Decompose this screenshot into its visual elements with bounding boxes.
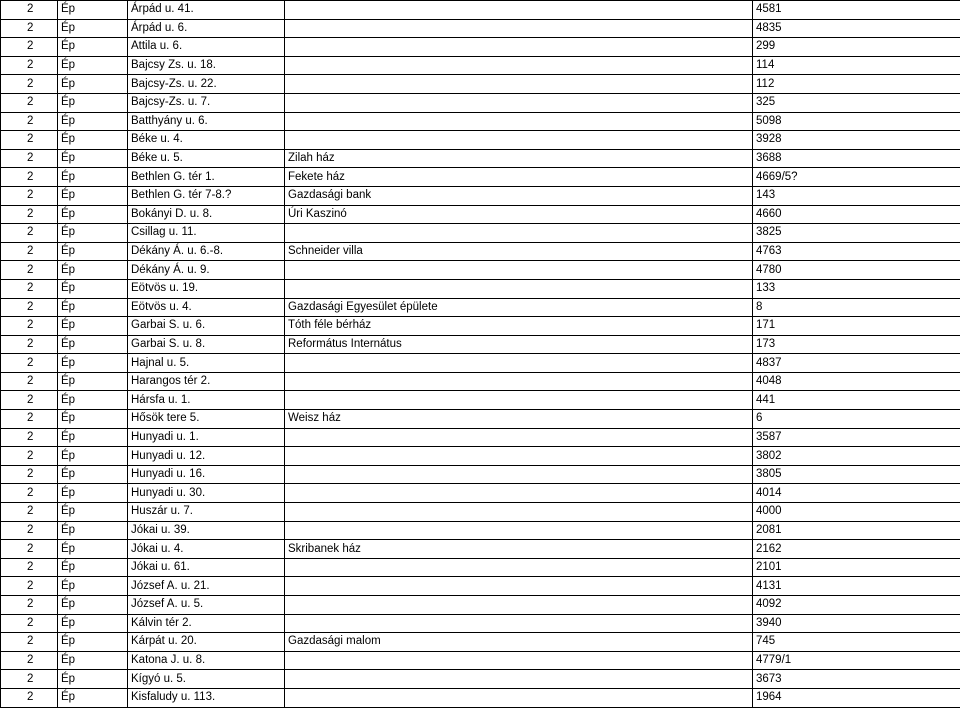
type-cell: Ép [58, 651, 128, 670]
name-cell [285, 131, 753, 150]
number-cell: 3825 [753, 224, 960, 243]
name-cell [285, 688, 753, 707]
name-cell [285, 224, 753, 243]
name-cell [285, 521, 753, 540]
type-cell: Ép [58, 558, 128, 577]
type-cell: Ép [58, 168, 128, 187]
name-cell: Weisz ház [285, 410, 753, 429]
name-cell [285, 484, 753, 503]
type-cell: Ép [58, 56, 128, 75]
name-cell [285, 596, 753, 615]
category-cell: 2 [1, 596, 58, 615]
name-cell [285, 372, 753, 391]
name-cell [285, 447, 753, 466]
table-row [1, 19, 960, 38]
category-cell: 2 [1, 372, 58, 391]
address-cell: Kálvin tér 2. [128, 614, 285, 633]
address-cell: Dékány Á. u. 6.-8. [128, 242, 285, 261]
name-cell [285, 75, 753, 94]
name-cell [285, 391, 753, 410]
address-cell: Hősök tere 5. [128, 410, 285, 429]
category-cell: 2 [1, 261, 58, 280]
category-cell: 2 [1, 186, 58, 205]
name-cell [285, 19, 753, 38]
type-cell: Ép [58, 93, 128, 112]
name-cell [285, 112, 753, 131]
number-cell: 4763 [753, 242, 960, 261]
address-cell: Bajcsy Zs. u. 18. [128, 56, 285, 75]
category-cell: 2 [1, 465, 58, 484]
address-cell: Bethlen G. tér 7-8.? [128, 186, 285, 205]
type-cell: Ép [58, 465, 128, 484]
name-cell: Úri Kaszinó [285, 205, 753, 224]
number-cell: 2081 [753, 521, 960, 540]
name-cell: Schneider villa [285, 242, 753, 261]
category-cell: 2 [1, 484, 58, 503]
address-cell: Bajcsy-Zs. u. 22. [128, 75, 285, 94]
category-cell: 2 [1, 168, 58, 187]
address-cell: Harangos tér 2. [128, 372, 285, 391]
table-row [1, 242, 960, 261]
table-row [1, 670, 960, 689]
category-cell: 2 [1, 242, 58, 261]
name-cell [285, 614, 753, 633]
table-row [1, 56, 960, 75]
category-cell: 2 [1, 335, 58, 354]
name-cell [285, 1, 753, 20]
type-cell: Ép [58, 261, 128, 280]
category-cell: 2 [1, 19, 58, 38]
type-cell: Ép [58, 688, 128, 707]
name-cell [285, 428, 753, 447]
address-cell: Kisfaludy u. 113. [128, 688, 285, 707]
type-cell: Ép [58, 205, 128, 224]
address-cell: Garbai S. u. 6. [128, 317, 285, 336]
category-cell: 2 [1, 131, 58, 150]
table-row [1, 633, 960, 652]
category-cell: 2 [1, 56, 58, 75]
number-cell: 173 [753, 335, 960, 354]
name-cell: Skribanek ház [285, 540, 753, 559]
table-row [1, 131, 960, 150]
number-cell: 171 [753, 317, 960, 336]
type-cell: Ép [58, 38, 128, 57]
address-cell: Dékány Á. u. 9. [128, 261, 285, 280]
table-row [1, 391, 960, 410]
table-row [1, 335, 960, 354]
number-cell: 143 [753, 186, 960, 205]
table-row [1, 372, 960, 391]
name-cell [285, 465, 753, 484]
number-cell: 4660 [753, 205, 960, 224]
number-cell: 3587 [753, 428, 960, 447]
type-cell: Ép [58, 298, 128, 317]
name-cell: Református Internátus [285, 335, 753, 354]
type-cell: Ép [58, 521, 128, 540]
number-cell: 4837 [753, 354, 960, 373]
type-cell: Ép [58, 279, 128, 298]
category-cell: 2 [1, 75, 58, 94]
address-cell: Árpád u. 41. [128, 1, 285, 20]
table-row [1, 521, 960, 540]
address-cell: Árpád u. 6. [128, 19, 285, 38]
number-cell: 114 [753, 56, 960, 75]
address-cell: Huszár u. 7. [128, 503, 285, 522]
table-row [1, 112, 960, 131]
type-cell: Ép [58, 354, 128, 373]
address-cell: Hajnal u. 5. [128, 354, 285, 373]
type-cell: Ép [58, 540, 128, 559]
category-cell: 2 [1, 1, 58, 20]
address-cell: Bokányi D. u. 8. [128, 205, 285, 224]
type-cell: Ép [58, 317, 128, 336]
number-cell: 4835 [753, 19, 960, 38]
name-cell: Gazdasági bank [285, 186, 753, 205]
category-cell: 2 [1, 688, 58, 707]
type-cell: Ép [58, 670, 128, 689]
category-cell: 2 [1, 633, 58, 652]
category-cell: 2 [1, 447, 58, 466]
table-row [1, 279, 960, 298]
table-row [1, 1, 960, 20]
number-cell: 3688 [753, 149, 960, 168]
type-cell: Ép [58, 1, 128, 20]
category-cell: 2 [1, 38, 58, 57]
number-cell: 3805 [753, 465, 960, 484]
address-cell: Hunyadi u. 1. [128, 428, 285, 447]
table-row [1, 596, 960, 615]
name-cell [285, 38, 753, 57]
number-cell: 1964 [753, 688, 960, 707]
table-row [1, 354, 960, 373]
number-cell: 745 [753, 633, 960, 652]
table-row [1, 149, 960, 168]
address-cell: Béke u. 4. [128, 131, 285, 150]
table-row [1, 317, 960, 336]
name-cell: Tóth féle bérház [285, 317, 753, 336]
number-cell: 2101 [753, 558, 960, 577]
type-cell: Ép [58, 149, 128, 168]
type-cell: Ép [58, 19, 128, 38]
type-cell: Ép [58, 372, 128, 391]
address-cell: Garbai S. u. 8. [128, 335, 285, 354]
name-cell [285, 558, 753, 577]
address-cell: Batthyány u. 6. [128, 112, 285, 131]
address-cell: Eötvös u. 19. [128, 279, 285, 298]
number-cell: 2162 [753, 540, 960, 559]
category-cell: 2 [1, 112, 58, 131]
type-cell: Ép [58, 614, 128, 633]
name-cell [285, 261, 753, 280]
type-cell: Ép [58, 242, 128, 261]
address-cell: József A. u. 21. [128, 577, 285, 596]
category-cell: 2 [1, 540, 58, 559]
name-cell [285, 670, 753, 689]
address-cell: Eötvös u. 4. [128, 298, 285, 317]
table-row [1, 93, 960, 112]
name-cell [285, 577, 753, 596]
type-cell: Ép [58, 428, 128, 447]
address-cell: Hársfa u. 1. [128, 391, 285, 410]
table-row [1, 428, 960, 447]
category-cell: 2 [1, 391, 58, 410]
number-cell: 3802 [753, 447, 960, 466]
table-row [1, 205, 960, 224]
number-cell: 3673 [753, 670, 960, 689]
number-cell: 3928 [753, 131, 960, 150]
name-cell: Zilah ház [285, 149, 753, 168]
category-cell: 2 [1, 224, 58, 243]
name-cell [285, 503, 753, 522]
address-cell: Kárpát u. 20. [128, 633, 285, 652]
category-cell: 2 [1, 558, 58, 577]
number-cell: 4048 [753, 372, 960, 391]
address-cell: Jókai u. 39. [128, 521, 285, 540]
number-cell: 4092 [753, 596, 960, 615]
number-cell: 4779/1 [753, 651, 960, 670]
table-row [1, 577, 960, 596]
category-cell: 2 [1, 354, 58, 373]
number-cell: 4000 [753, 503, 960, 522]
address-cell: József A. u. 5. [128, 596, 285, 615]
category-cell: 2 [1, 317, 58, 336]
type-cell: Ép [58, 447, 128, 466]
number-cell: 4014 [753, 484, 960, 503]
category-cell: 2 [1, 503, 58, 522]
category-cell: 2 [1, 428, 58, 447]
table-row [1, 484, 960, 503]
name-cell: Gazdasági Egyesület épülete [285, 298, 753, 317]
type-cell: Ép [58, 596, 128, 615]
type-cell: Ép [58, 75, 128, 94]
type-cell: Ép [58, 484, 128, 503]
table-row [1, 614, 960, 633]
category-cell: 2 [1, 577, 58, 596]
name-cell [285, 354, 753, 373]
type-cell: Ép [58, 112, 128, 131]
category-cell: 2 [1, 521, 58, 540]
table-row [1, 465, 960, 484]
address-cell: Jókai u. 61. [128, 558, 285, 577]
address-cell: Attila u. 6. [128, 38, 285, 57]
table-row [1, 503, 960, 522]
number-cell: 5098 [753, 112, 960, 131]
table-row [1, 651, 960, 670]
type-cell: Ép [58, 391, 128, 410]
number-cell: 8 [753, 298, 960, 317]
address-cell: Katona J. u. 8. [128, 651, 285, 670]
type-cell: Ép [58, 224, 128, 243]
category-cell: 2 [1, 670, 58, 689]
address-cell: Kígyó u. 5. [128, 670, 285, 689]
number-cell: 4780 [753, 261, 960, 280]
category-cell: 2 [1, 93, 58, 112]
category-cell: 2 [1, 651, 58, 670]
table-row [1, 38, 960, 57]
address-cell: Hunyadi u. 30. [128, 484, 285, 503]
number-cell: 4669/5? [753, 168, 960, 187]
address-cell: Bajcsy-Zs. u. 7. [128, 93, 285, 112]
address-cell: Hunyadi u. 16. [128, 465, 285, 484]
table-row [1, 410, 960, 429]
type-cell: Ép [58, 577, 128, 596]
number-cell: 441 [753, 391, 960, 410]
number-cell: 6 [753, 410, 960, 429]
type-cell: Ép [58, 410, 128, 429]
type-cell: Ép [58, 503, 128, 522]
address-cell: Jókai u. 4. [128, 540, 285, 559]
category-cell: 2 [1, 410, 58, 429]
category-cell: 2 [1, 614, 58, 633]
name-cell [285, 279, 753, 298]
table-row [1, 224, 960, 243]
address-cell: Csillag u. 11. [128, 224, 285, 243]
name-cell [285, 651, 753, 670]
name-cell [285, 93, 753, 112]
category-cell: 2 [1, 279, 58, 298]
table-row [1, 688, 960, 707]
table-row [1, 186, 960, 205]
name-cell [285, 56, 753, 75]
number-cell: 133 [753, 279, 960, 298]
table-row [1, 298, 960, 317]
table-row [1, 168, 960, 187]
table-row [1, 447, 960, 466]
address-cell: Béke u. 5. [128, 149, 285, 168]
address-cell: Hunyadi u. 12. [128, 447, 285, 466]
number-cell: 4581 [753, 1, 960, 20]
table-body [1, 1, 960, 708]
number-cell: 4131 [753, 577, 960, 596]
number-cell: 112 [753, 75, 960, 94]
table-row [1, 558, 960, 577]
address-cell: Bethlen G. tér 1. [128, 168, 285, 187]
number-cell: 325 [753, 93, 960, 112]
table-row [1, 540, 960, 559]
table-row [1, 75, 960, 94]
category-cell: 2 [1, 205, 58, 224]
number-cell: 3940 [753, 614, 960, 633]
name-cell: Fekete ház [285, 168, 753, 187]
type-cell: Ép [58, 633, 128, 652]
number-cell: 299 [753, 38, 960, 57]
type-cell: Ép [58, 186, 128, 205]
category-cell: 2 [1, 149, 58, 168]
category-cell: 2 [1, 298, 58, 317]
name-cell: Gazdasági malom [285, 633, 753, 652]
table-row [1, 261, 960, 280]
type-cell: Ép [58, 335, 128, 354]
type-cell: Ép [58, 131, 128, 150]
